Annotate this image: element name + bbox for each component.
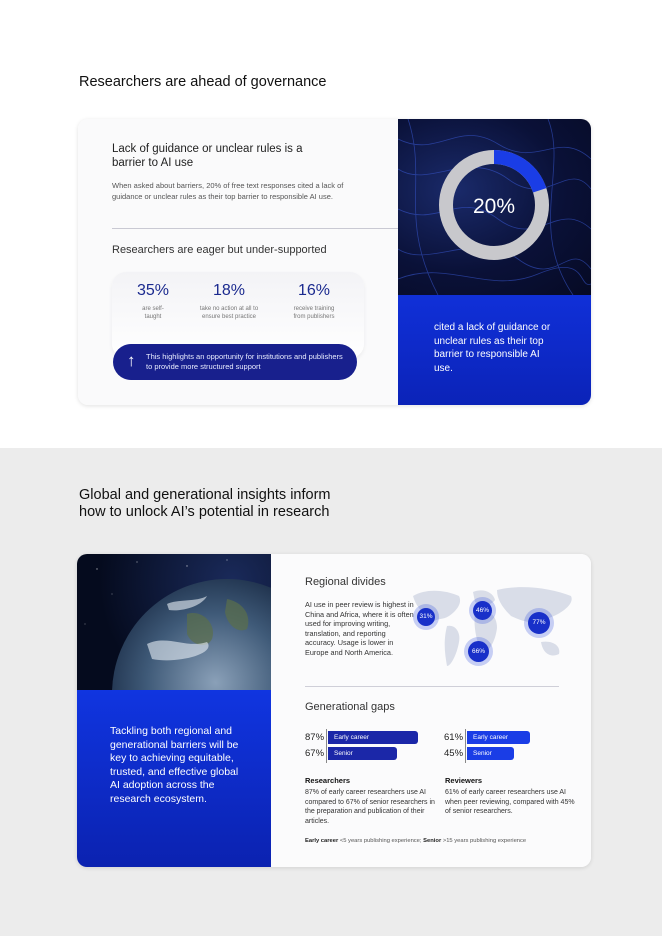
bubble-66: 66% — [468, 641, 489, 662]
bar-senior: Senior — [467, 747, 514, 760]
regional-description: AI use in peer review is highest in China and Africa, where it is often used for improving writing, translation, and reporting accuracy. Usage is lower in Europe and North America. — [305, 600, 414, 657]
side-panel-text: cited a lack of guidance or unclear rules as their top barrier to responsible AI use. — [434, 322, 551, 374]
bar-pct: 67% — [305, 748, 325, 759]
bubble-77: 77% — [528, 612, 550, 634]
researchers-heading: Researchers — [305, 776, 351, 785]
reviewers-text: 61% of early career researchers use AI when peer reviewing, compared with 45% of senior researchers. — [445, 789, 575, 815]
researchers-early-row — [305, 731, 435, 745]
card-visual-panel — [398, 119, 591, 405]
footnote-senior-def: >15 years publishing experience — [442, 838, 527, 844]
card-text-panel — [78, 119, 398, 405]
section-heading: Researchers are ahead of governance — [79, 74, 327, 90]
bar-pct: 61% — [444, 732, 464, 743]
footnote-early-def: <5 years publishing experience; — [339, 838, 422, 844]
stat-self-taught — [118, 282, 188, 321]
footnote-senior-term: Senior — [423, 838, 442, 844]
section-governance — [0, 0, 662, 448]
bubble-31: 31% — [417, 608, 435, 626]
donut-value: 20% — [472, 195, 516, 218]
bar-axis — [465, 745, 466, 763]
stat-no-action — [194, 282, 264, 321]
insights-content-panel — [271, 554, 591, 867]
stat-label: are self-taught — [142, 306, 164, 320]
insights-card — [77, 554, 591, 867]
footnote-early-term: Early career — [305, 838, 339, 844]
stat-label: take no action at all to ensure best practice — [199, 306, 259, 320]
bar-axis — [326, 745, 327, 763]
side-blue-panel — [77, 690, 271, 867]
earth-image — [77, 554, 271, 690]
bar-pct: 45% — [444, 748, 464, 759]
bar-senior: Senior — [328, 747, 397, 760]
card-subheading: Researchers are eager but under-supported — [112, 244, 327, 256]
stat-label: receive training from publishers — [293, 306, 335, 320]
card-title: Lack of guidance or unclear rules is a barrier to AI use — [112, 143, 303, 169]
bubble-46: 46% — [473, 601, 492, 620]
heading-line-2: how to unlock AI’s potential in research — [79, 504, 330, 520]
section-heading — [79, 487, 330, 521]
stat-training — [279, 282, 349, 321]
section-divider — [305, 686, 559, 687]
reviewers-heading: Reviewers — [445, 776, 483, 785]
world-map-icon — [411, 582, 581, 672]
researchers-senior-row — [305, 747, 435, 761]
stat-value: 18% — [212, 282, 246, 299]
bar-pct: 87% — [305, 732, 325, 743]
waves-graphic — [398, 119, 591, 295]
callout-pill — [113, 344, 357, 380]
stat-value: 35% — [136, 282, 170, 299]
regional-title: Regional divides — [305, 576, 386, 588]
reviewers-early-row — [444, 731, 574, 745]
callout-text: This highlights an opportunity for institutions and publishers to provide more structured support — [146, 352, 343, 371]
reviewers-senior-row — [444, 747, 574, 761]
card-description: When asked about barriers, 20% of free text responses cited a lack of guidance or unclear rules as their top barrier to responsible AI use. — [112, 181, 344, 201]
connector-line — [112, 228, 426, 229]
earth-graphic — [77, 554, 271, 690]
stat-value: 16% — [297, 282, 331, 299]
side-blue-panel — [398, 295, 591, 405]
footnote — [305, 838, 526, 844]
generational-title: Generational gaps — [305, 701, 395, 713]
arrow-up-icon: ↑ — [127, 351, 136, 370]
world-map — [411, 582, 581, 672]
governance-card — [78, 119, 591, 405]
abstract-waves-image — [398, 119, 591, 295]
researchers-text: 87% of early career researchers use AI compared to 67% of senior researchers in the preparation and publication of their articles. — [305, 789, 435, 825]
side-panel-text: Tackling both regional and generational barriers will be key to achieving equitable, trusted, and effective global AI adoption across the research ecosystem. — [110, 725, 239, 805]
heading-line-1: Global and generational insights inform — [79, 487, 331, 503]
bar-early-career: Early career — [467, 731, 530, 744]
bar-early-career: Early career — [328, 731, 418, 744]
